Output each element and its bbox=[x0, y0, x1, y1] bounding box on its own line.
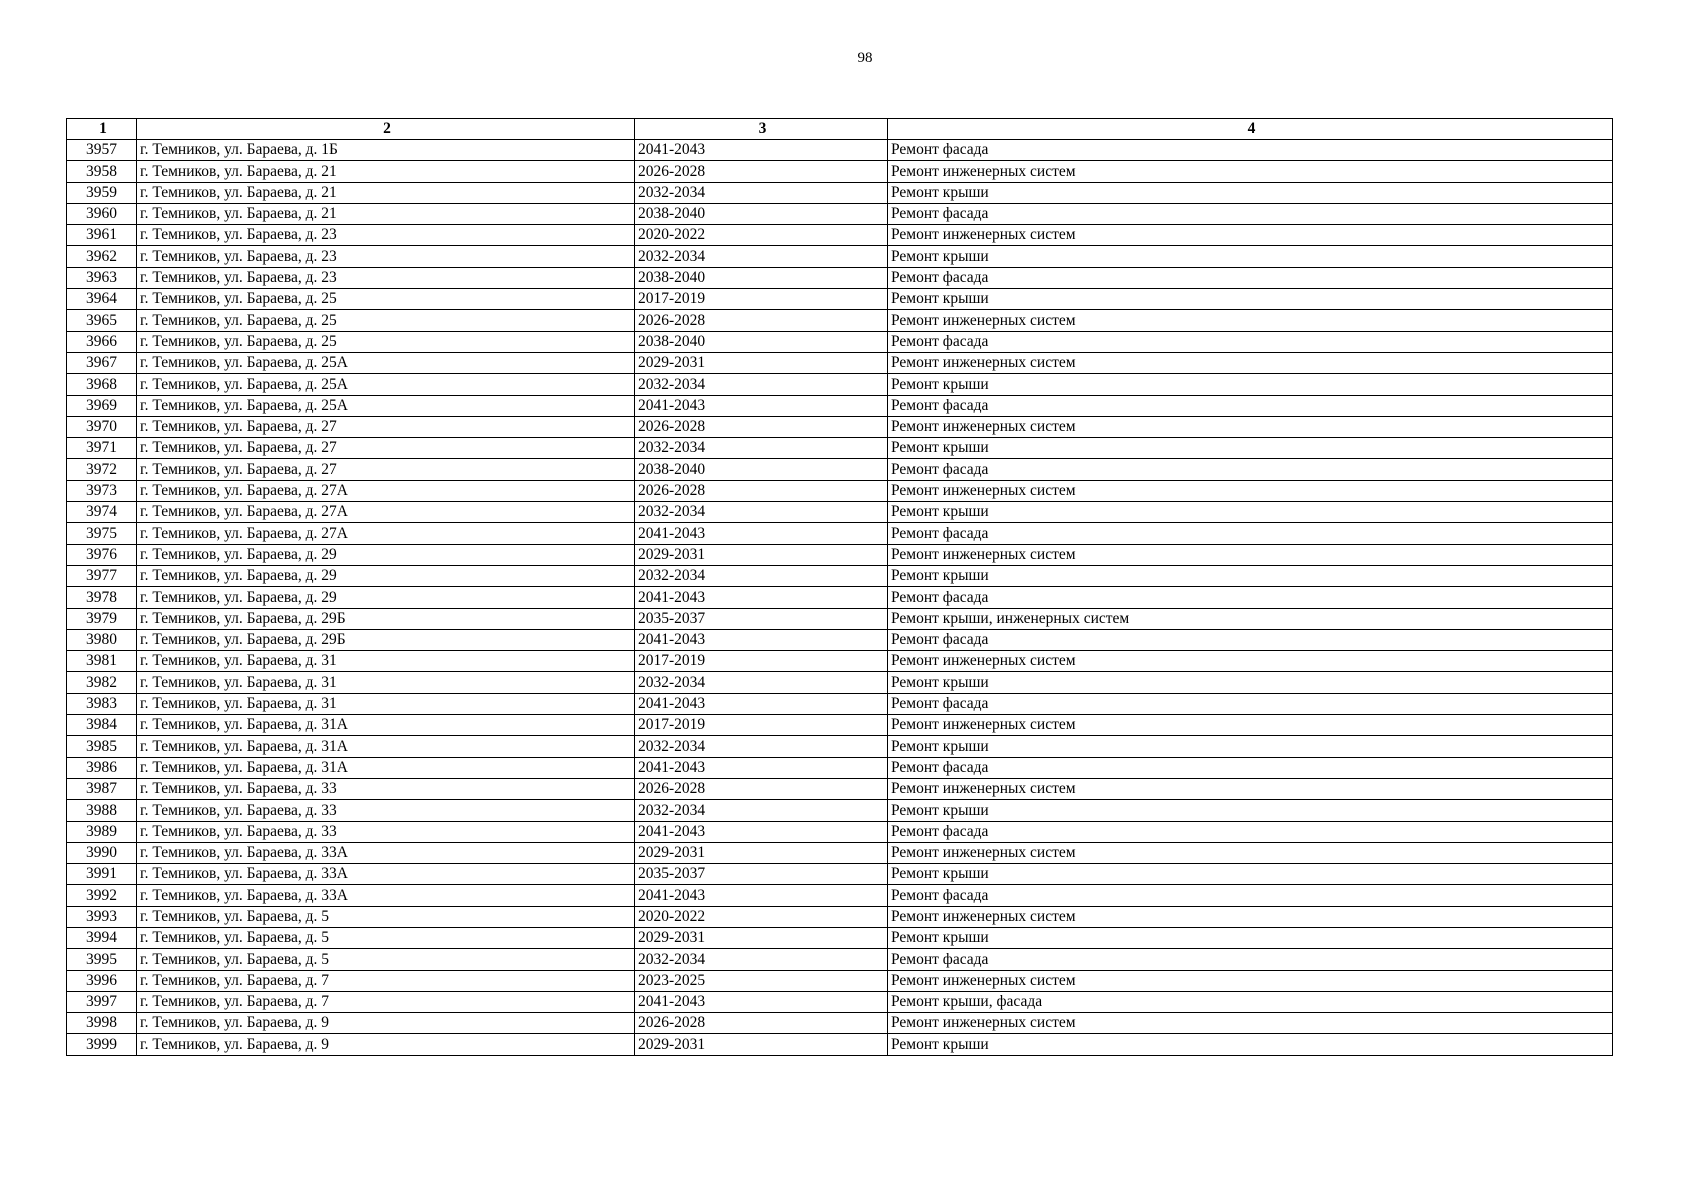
table-row bbox=[67, 629, 1613, 650]
work-type-cell: Ремонт крыши bbox=[888, 565, 1613, 586]
work-type-cell: Ремонт крыши bbox=[888, 800, 1613, 821]
row-number-cell: 3967 bbox=[67, 352, 137, 373]
column-header-4: 4 bbox=[888, 119, 1613, 140]
table-row bbox=[67, 523, 1613, 544]
address-cell: г. Темников, ул. Бараева, д. 25А bbox=[137, 395, 635, 416]
table-row bbox=[67, 778, 1613, 799]
period-cell: 2032-2034 bbox=[635, 182, 888, 203]
address-cell: г. Темников, ул. Бараева, д. 27А bbox=[137, 523, 635, 544]
table-row bbox=[67, 352, 1613, 373]
period-cell: 2020-2022 bbox=[635, 906, 888, 927]
period-cell: 2020-2022 bbox=[635, 225, 888, 246]
table-row bbox=[67, 608, 1613, 629]
address-cell: г. Темников, ул. Бараева, д. 29Б bbox=[137, 629, 635, 650]
work-type-cell: Ремонт крыши bbox=[888, 864, 1613, 885]
address-cell: г. Темников, ул. Бараева, д. 31 bbox=[137, 651, 635, 672]
address-cell: г. Темников, ул. Бараева, д. 7 bbox=[137, 970, 635, 991]
work-type-cell: Ремонт инженерных систем bbox=[888, 970, 1613, 991]
address-cell: г. Темников, ул. Бараева, д. 33А bbox=[137, 864, 635, 885]
header-row bbox=[67, 119, 1613, 140]
period-cell: 2041-2043 bbox=[635, 991, 888, 1012]
page-number: 98 bbox=[857, 50, 873, 66]
row-number-cell: 3959 bbox=[67, 182, 137, 203]
table-row bbox=[67, 906, 1613, 927]
work-type-cell: Ремонт инженерных систем bbox=[888, 715, 1613, 736]
address-cell: г. Темников, ул. Бараева, д. 33 bbox=[137, 778, 635, 799]
period-cell: 2035-2037 bbox=[635, 864, 888, 885]
address-cell: г. Темников, ул. Бараева, д. 25 bbox=[137, 310, 635, 331]
period-cell: 2041-2043 bbox=[635, 757, 888, 778]
address-cell: г. Темников, ул. Бараева, д. 27 bbox=[137, 459, 635, 480]
work-type-cell: Ремонт крыши bbox=[888, 927, 1613, 948]
row-number-cell: 3992 bbox=[67, 885, 137, 906]
row-number-cell: 3958 bbox=[67, 161, 137, 182]
table-row bbox=[67, 800, 1613, 821]
row-number-cell: 3974 bbox=[67, 502, 137, 523]
row-number-cell: 3960 bbox=[67, 203, 137, 224]
work-type-cell: Ремонт крыши bbox=[888, 736, 1613, 757]
period-cell: 2029-2031 bbox=[635, 352, 888, 373]
row-number-cell: 3970 bbox=[67, 416, 137, 437]
period-cell: 2035-2037 bbox=[635, 608, 888, 629]
work-type-cell: Ремонт инженерных систем bbox=[888, 842, 1613, 863]
work-type-cell: Ремонт инженерных систем bbox=[888, 480, 1613, 501]
row-number-cell: 3983 bbox=[67, 693, 137, 714]
work-type-cell: Ремонт крыши bbox=[888, 438, 1613, 459]
address-cell: г. Темников, ул. Бараева, д. 29 bbox=[137, 587, 635, 608]
work-type-cell: Ремонт инженерных систем bbox=[888, 1013, 1613, 1034]
period-cell: 2026-2028 bbox=[635, 1013, 888, 1034]
table-row bbox=[67, 757, 1613, 778]
address-cell: г. Темников, ул. Бараева, д. 33 bbox=[137, 821, 635, 842]
table-row bbox=[67, 651, 1613, 672]
work-type-cell: Ремонт крыши bbox=[888, 374, 1613, 395]
work-type-cell: Ремонт крыши bbox=[888, 289, 1613, 310]
row-number-cell: 3968 bbox=[67, 374, 137, 395]
work-type-cell: Ремонт крыши bbox=[888, 182, 1613, 203]
table-row bbox=[67, 267, 1613, 288]
row-number-cell: 3979 bbox=[67, 608, 137, 629]
table-row bbox=[67, 140, 1613, 161]
table-row bbox=[67, 459, 1613, 480]
table-row bbox=[67, 331, 1613, 352]
row-number-cell: 3971 bbox=[67, 438, 137, 459]
period-cell: 2032-2034 bbox=[635, 672, 888, 693]
row-number-cell: 3980 bbox=[67, 629, 137, 650]
table-row bbox=[67, 587, 1613, 608]
address-cell: г. Темников, ул. Бараева, д. 9 bbox=[137, 1034, 635, 1055]
table-row bbox=[67, 225, 1613, 246]
row-number-cell: 3987 bbox=[67, 778, 137, 799]
table-row bbox=[67, 289, 1613, 310]
period-cell: 2032-2034 bbox=[635, 246, 888, 267]
table-row bbox=[67, 864, 1613, 885]
address-cell: г. Темников, ул. Бараева, д. 29 bbox=[137, 565, 635, 586]
period-cell: 2029-2031 bbox=[635, 544, 888, 565]
row-number-cell: 3976 bbox=[67, 544, 137, 565]
period-cell: 2032-2034 bbox=[635, 438, 888, 459]
address-cell: г. Темников, ул. Бараева, д. 9 bbox=[137, 1013, 635, 1034]
period-cell: 2026-2028 bbox=[635, 416, 888, 437]
period-cell: 2023-2025 bbox=[635, 970, 888, 991]
row-number-cell: 3993 bbox=[67, 906, 137, 927]
work-type-cell: Ремонт фасада bbox=[888, 821, 1613, 842]
period-cell: 2041-2043 bbox=[635, 587, 888, 608]
registry-table bbox=[66, 118, 1613, 1056]
table-row bbox=[67, 480, 1613, 501]
row-number-cell: 3989 bbox=[67, 821, 137, 842]
period-cell: 2032-2034 bbox=[635, 374, 888, 395]
work-type-cell: Ремонт инженерных систем bbox=[888, 651, 1613, 672]
table-row bbox=[67, 715, 1613, 736]
table-row bbox=[67, 949, 1613, 970]
period-cell: 2029-2031 bbox=[635, 927, 888, 948]
period-cell: 2041-2043 bbox=[635, 140, 888, 161]
work-type-cell: Ремонт крыши bbox=[888, 246, 1613, 267]
row-number-cell: 3984 bbox=[67, 715, 137, 736]
address-cell: г. Темников, ул. Бараева, д. 27А bbox=[137, 480, 635, 501]
column-header-1: 1 bbox=[67, 119, 137, 140]
row-number-cell: 3999 bbox=[67, 1034, 137, 1055]
work-type-cell: Ремонт фасада bbox=[888, 885, 1613, 906]
address-cell: г. Темников, ул. Бараева, д. 23 bbox=[137, 246, 635, 267]
table-row bbox=[67, 374, 1613, 395]
row-number-cell: 3972 bbox=[67, 459, 137, 480]
address-cell: г. Темников, ул. Бараева, д. 23 bbox=[137, 267, 635, 288]
row-number-cell: 3995 bbox=[67, 949, 137, 970]
row-number-cell: 3991 bbox=[67, 864, 137, 885]
address-cell: г. Темников, ул. Бараева, д. 31 bbox=[137, 693, 635, 714]
work-type-cell: Ремонт инженерных систем bbox=[888, 225, 1613, 246]
table-row bbox=[67, 672, 1613, 693]
row-number-cell: 3957 bbox=[67, 140, 137, 161]
table-row bbox=[67, 544, 1613, 565]
row-number-cell: 3962 bbox=[67, 246, 137, 267]
address-cell: г. Темников, ул. Бараева, д. 27 bbox=[137, 416, 635, 437]
row-number-cell: 3988 bbox=[67, 800, 137, 821]
work-type-cell: Ремонт крыши bbox=[888, 1034, 1613, 1055]
address-cell: г. Темников, ул. Бараева, д. 25А bbox=[137, 374, 635, 395]
row-number-cell: 3966 bbox=[67, 331, 137, 352]
period-cell: 2038-2040 bbox=[635, 331, 888, 352]
address-cell: г. Темников, ул. Бараева, д. 25 bbox=[137, 289, 635, 310]
column-header-2: 2 bbox=[137, 119, 635, 140]
work-type-cell: Ремонт фасада bbox=[888, 267, 1613, 288]
period-cell: 2032-2034 bbox=[635, 736, 888, 757]
table-row bbox=[67, 821, 1613, 842]
address-cell: г. Темников, ул. Бараева, д. 25 bbox=[137, 331, 635, 352]
period-cell: 2026-2028 bbox=[635, 310, 888, 331]
table-row bbox=[67, 970, 1613, 991]
table-row bbox=[67, 182, 1613, 203]
period-cell: 2041-2043 bbox=[635, 885, 888, 906]
row-number-cell: 3975 bbox=[67, 523, 137, 544]
table-row bbox=[67, 1013, 1613, 1034]
table-header bbox=[67, 119, 1613, 140]
work-type-cell: Ремонт фасада bbox=[888, 757, 1613, 778]
period-cell: 2029-2031 bbox=[635, 842, 888, 863]
work-type-cell: Ремонт фасада bbox=[888, 587, 1613, 608]
work-type-cell: Ремонт крыши, инженерных систем bbox=[888, 608, 1613, 629]
address-cell: г. Темников, ул. Бараева, д. 5 bbox=[137, 906, 635, 927]
table-row bbox=[67, 246, 1613, 267]
row-number-cell: 3964 bbox=[67, 289, 137, 310]
row-number-cell: 3977 bbox=[67, 565, 137, 586]
row-number-cell: 3978 bbox=[67, 587, 137, 608]
work-type-cell: Ремонт фасада bbox=[888, 140, 1613, 161]
address-cell: г. Темников, ул. Бараева, д. 5 bbox=[137, 949, 635, 970]
row-number-cell: 3996 bbox=[67, 970, 137, 991]
row-number-cell: 3961 bbox=[67, 225, 137, 246]
table-row bbox=[67, 842, 1613, 863]
address-cell: г. Темников, ул. Бараева, д. 21 bbox=[137, 161, 635, 182]
period-cell: 2032-2034 bbox=[635, 502, 888, 523]
period-cell: 2032-2034 bbox=[635, 800, 888, 821]
address-cell: г. Темников, ул. Бараева, д. 31А bbox=[137, 757, 635, 778]
work-type-cell: Ремонт инженерных систем bbox=[888, 310, 1613, 331]
period-cell: 2029-2031 bbox=[635, 1034, 888, 1055]
work-type-cell: Ремонт фасада bbox=[888, 523, 1613, 544]
table-row bbox=[67, 502, 1613, 523]
period-cell: 2038-2040 bbox=[635, 267, 888, 288]
row-number-cell: 3963 bbox=[67, 267, 137, 288]
period-cell: 2041-2043 bbox=[635, 523, 888, 544]
work-type-cell: Ремонт инженерных систем bbox=[888, 416, 1613, 437]
period-cell: 2032-2034 bbox=[635, 949, 888, 970]
table-row bbox=[67, 885, 1613, 906]
table-row bbox=[67, 395, 1613, 416]
row-number-cell: 3997 bbox=[67, 991, 137, 1012]
address-cell: г. Темников, ул. Бараева, д. 31А bbox=[137, 715, 635, 736]
work-type-cell: Ремонт фасада bbox=[888, 629, 1613, 650]
row-number-cell: 3965 bbox=[67, 310, 137, 331]
period-cell: 2026-2028 bbox=[635, 778, 888, 799]
table-body bbox=[67, 140, 1613, 1056]
row-number-cell: 3986 bbox=[67, 757, 137, 778]
row-number-cell: 3994 bbox=[67, 927, 137, 948]
work-type-cell: Ремонт фасада bbox=[888, 395, 1613, 416]
work-type-cell: Ремонт инженерных систем bbox=[888, 544, 1613, 565]
work-type-cell: Ремонт инженерных систем bbox=[888, 161, 1613, 182]
work-type-cell: Ремонт фасада bbox=[888, 949, 1613, 970]
table-row bbox=[67, 565, 1613, 586]
work-type-cell: Ремонт фасада bbox=[888, 331, 1613, 352]
row-number-cell: 3981 bbox=[67, 651, 137, 672]
address-cell: г. Темников, ул. Бараева, д. 29Б bbox=[137, 608, 635, 629]
address-cell: г. Темников, ул. Бараева, д. 31А bbox=[137, 736, 635, 757]
period-cell: 2032-2034 bbox=[635, 565, 888, 586]
address-cell: г. Темников, ул. Бараева, д. 33 bbox=[137, 800, 635, 821]
period-cell: 2041-2043 bbox=[635, 821, 888, 842]
work-type-cell: Ремонт фасада bbox=[888, 459, 1613, 480]
period-cell: 2017-2019 bbox=[635, 715, 888, 736]
table-row bbox=[67, 736, 1613, 757]
table-row bbox=[67, 927, 1613, 948]
work-type-cell: Ремонт крыши bbox=[888, 502, 1613, 523]
period-cell: 2041-2043 bbox=[635, 629, 888, 650]
work-type-cell: Ремонт крыши bbox=[888, 672, 1613, 693]
column-header-3: 3 bbox=[635, 119, 888, 140]
work-type-cell: Ремонт фасада bbox=[888, 203, 1613, 224]
address-cell: г. Темников, ул. Бараева, д. 25А bbox=[137, 352, 635, 373]
row-number-cell: 3973 bbox=[67, 480, 137, 501]
table-row bbox=[67, 203, 1613, 224]
period-cell: 2038-2040 bbox=[635, 459, 888, 480]
period-cell: 2017-2019 bbox=[635, 289, 888, 310]
row-number-cell: 3990 bbox=[67, 842, 137, 863]
table-row bbox=[67, 991, 1613, 1012]
work-type-cell: Ремонт фасада bbox=[888, 693, 1613, 714]
address-cell: г. Темников, ул. Бараева, д. 21 bbox=[137, 203, 635, 224]
period-cell: 2017-2019 bbox=[635, 651, 888, 672]
address-cell: г. Темников, ул. Бараева, д. 5 bbox=[137, 927, 635, 948]
period-cell: 2026-2028 bbox=[635, 161, 888, 182]
work-type-cell: Ремонт инженерных систем bbox=[888, 906, 1613, 927]
address-cell: г. Темников, ул. Бараева, д. 27А bbox=[137, 502, 635, 523]
address-cell: г. Темников, ул. Бараева, д. 33А bbox=[137, 842, 635, 863]
table-row bbox=[67, 310, 1613, 331]
address-cell: г. Темников, ул. Бараева, д. 29 bbox=[137, 544, 635, 565]
table-row bbox=[67, 161, 1613, 182]
address-cell: г. Темников, ул. Бараева, д. 1Б bbox=[137, 140, 635, 161]
row-number-cell: 3998 bbox=[67, 1013, 137, 1034]
address-cell: г. Темников, ул. Бараева, д. 23 bbox=[137, 225, 635, 246]
row-number-cell: 3985 bbox=[67, 736, 137, 757]
period-cell: 2041-2043 bbox=[635, 693, 888, 714]
address-cell: г. Темников, ул. Бараева, д. 21 bbox=[137, 182, 635, 203]
period-cell: 2026-2028 bbox=[635, 480, 888, 501]
period-cell: 2038-2040 bbox=[635, 203, 888, 224]
row-number-cell: 3969 bbox=[67, 395, 137, 416]
work-type-cell: Ремонт инженерных систем bbox=[888, 778, 1613, 799]
table-row bbox=[67, 1034, 1613, 1055]
period-cell: 2041-2043 bbox=[635, 395, 888, 416]
address-cell: г. Темников, ул. Бараева, д. 31 bbox=[137, 672, 635, 693]
table-row bbox=[67, 693, 1613, 714]
work-type-cell: Ремонт крыши, фасада bbox=[888, 991, 1613, 1012]
table-row bbox=[67, 416, 1613, 437]
work-type-cell: Ремонт инженерных систем bbox=[888, 352, 1613, 373]
address-cell: г. Темников, ул. Бараева, д. 33А bbox=[137, 885, 635, 906]
address-cell: г. Темников, ул. Бараева, д. 7 bbox=[137, 991, 635, 1012]
address-cell: г. Темников, ул. Бараева, д. 27 bbox=[137, 438, 635, 459]
table-row bbox=[67, 438, 1613, 459]
row-number-cell: 3982 bbox=[67, 672, 137, 693]
